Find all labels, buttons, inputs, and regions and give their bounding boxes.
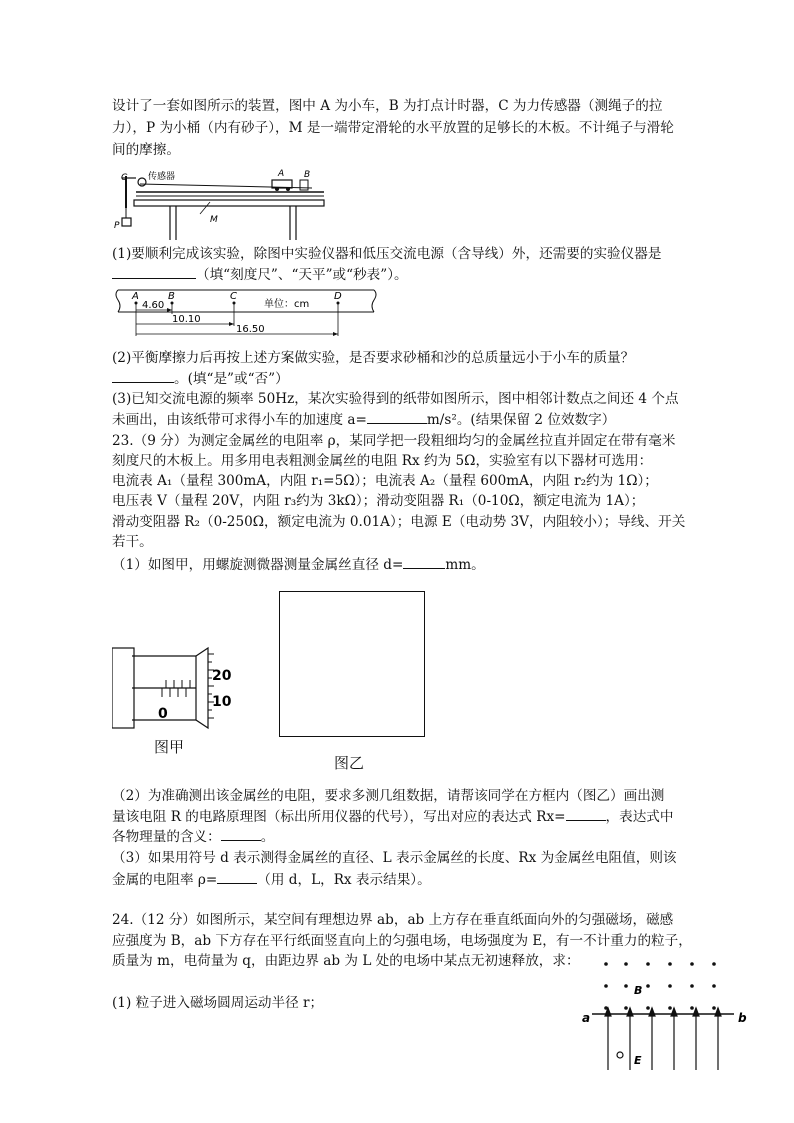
q2-answer-blank[interactable] [112, 368, 174, 383]
q23-part2-line-3 [112, 826, 274, 847]
tape-unit: 单位：cm [264, 299, 310, 310]
q23-part2-line-2 [112, 806, 673, 827]
q23-part1-text-b: mm。 [445, 557, 485, 573]
tape-distance-ab: 4.60 [142, 300, 165, 311]
tape-distance-ad: 16.50 [236, 324, 265, 335]
q24-line-2: 应强度为 B，ab 下方存在平行纸面竖直向上的匀强电场，电场强度为 E，有一不计重力的粒子， [112, 933, 692, 949]
paper-tape-figure [112, 284, 382, 344]
tape-label-a: A [132, 291, 139, 302]
micrometer-scale-0: 0 [158, 706, 168, 722]
apparatus-label-m: M [210, 215, 218, 225]
q23-part2-text-a: 量该电阻 R 的电路原理图（标出所用仪器的代号），写出对应的表达式 Rx= [112, 809, 566, 825]
intro-line-2: 力），P 为小桶（内有砂子），M 是一端带定滑轮的水平放置的足够长的木板。不计绳子与滑轮 [112, 120, 674, 136]
q23-part2-text-d: 。 [260, 829, 275, 845]
q23-part1 [112, 554, 485, 575]
q23-line-3: 电流表 A₁（量程 300mA，内阻 r₁=5Ω）；电流表 A₂（量程 600mA，内阻 r₂约为 1Ω）； [112, 473, 658, 489]
apparatus-label-p: P [114, 221, 120, 231]
apparatus-label-b: B [304, 170, 311, 180]
tape-distance-ac: 10.10 [172, 314, 201, 325]
magnetic-field-dots [604, 962, 716, 1010]
apparatus-label-c: C [121, 173, 128, 183]
q1-line-2 [112, 264, 408, 285]
q23-part2-rx-blank[interactable] [566, 806, 606, 821]
field-label-b: b [738, 1011, 747, 1025]
q23-part1-answer-blank[interactable] [403, 554, 445, 569]
q23-line-5: 滑动变阻器 R₂（0-250Ω，额定电流为 0.01A）；电源 E（电动势 3V，内阻较小）；导线、开关 [112, 514, 686, 530]
q23-part3-text-b: （用 d，L，Rx 表示结果）。 [257, 872, 431, 888]
q23-part2-line-1: （2）为准确测出该金属丝的电阻，要求多测几组数据，请帮该同学在方框内（图乙）画出测 [112, 788, 665, 804]
q23-part2-text-c: 各物理量的含义： [112, 829, 221, 845]
q3-answer-blank[interactable] [367, 409, 427, 424]
q24-line-3: 质量为 m，电荷量为 q，由距边界 ab 为 L 处的电场中某点无初速释放，求： [112, 953, 580, 969]
q3-line-2-text-b: m/s²。(结果保留 2 位效数字） [426, 412, 616, 428]
field-figure [578, 952, 748, 1072]
q23-line-2: 刻度尺的木板上。用多用电表粗测金属丝的电阻 Rx 约为 5Ω，实验室有以下器材可选用： [112, 453, 653, 469]
q23-line-4: 电压表 V（量程 20V，内阻 r₃约为 3kΩ）；滑动变阻器 R₁（0-10Ω，额定电流为 1A）； [112, 493, 645, 509]
q3-line-1: (3)已知交流电源的频率 50Hz，某次实验得到的纸带如图所示，图中相邻计数点之间还 4 个点 [112, 391, 679, 407]
figure-jia-caption: 图甲 [154, 738, 185, 756]
circuit-answer-box[interactable] [279, 591, 425, 737]
q1-line-1: (1)要顺利完成该实验，除图中实验仪器和低压交流电源（含导线）外，还需要的实验仪器是 [112, 246, 662, 262]
field-label-big-b: B [634, 984, 643, 997]
tape-label-d: D [334, 291, 342, 302]
apparatus-label-a: A [278, 169, 285, 179]
q2-line-2 [112, 368, 289, 389]
q24-line-1: 24.（12 分）如图所示，某空间有理想边界 ab，ab 上方存在垂直纸面向外的匀强磁场，磁感 [112, 912, 674, 928]
figure-yi-caption: 图乙 [334, 754, 365, 772]
q23-part3-rho-blank[interactable] [217, 869, 257, 884]
field-label-a: a [582, 1011, 591, 1025]
q1-answer-blank[interactable] [112, 264, 196, 279]
q3-line-2-text-a: 未画出，由该纸带可求得小车的加速度 a= [112, 412, 367, 428]
q23-part3-text-a: 金属的电阻率 ρ= [112, 872, 218, 888]
intro-line-3: 间的摩擦。 [112, 142, 180, 158]
apparatus-figure [112, 166, 340, 240]
q2-line-1: (2)平衡摩擦力后再按上述方案做实验，是否要求砂桶和沙的总质量远小于小车的质量？ [112, 350, 635, 366]
q23-line-6: 若干。 [112, 534, 153, 550]
q24-part1: (1) 粒子进入磁场圆周运动半径 r； [112, 995, 324, 1011]
tape-label-b: B [168, 291, 175, 302]
q2-line-2-text: 。(填“是”或“否”） [174, 371, 289, 387]
q3-line-2 [112, 409, 615, 430]
field-label-e: E [634, 1054, 642, 1067]
q23-part1-text-a: （1）如图甲，用螺旋测微器测量金属丝直径 d= [112, 557, 404, 573]
apparatus-sensor-label: 传感器 [148, 172, 176, 182]
q23-part3-line-2 [112, 869, 431, 890]
micrometer-figure [112, 640, 242, 730]
q23-part2-text-b: ，表达式中 [605, 809, 674, 825]
q23-part2-meaning-blank[interactable] [221, 826, 261, 841]
q1-line-2-text: （填“刻度尺”、“天平”或“秒表”）。 [196, 267, 408, 283]
micrometer-scale-20: 20 [212, 668, 232, 684]
intro-line-1: 设计了一套如图所示的装置，图中 A 为小车，B 为打点计时器，C 为力传感器（测绳子的拉 [112, 98, 663, 114]
q23-line-1: 23.（9 分）为测定金属丝的电阻率 ρ，某同学把一段粗细均匀的金属丝拉直并固定在带有毫米 [112, 433, 676, 449]
q23-part3-line-1: （3）如果用符号 d 表示测得金属丝的直径、L 表示金属丝的长度、Rx 为金属丝电阻值，则该 [112, 850, 677, 866]
tape-label-c: C [230, 291, 237, 302]
micrometer-scale-10: 10 [212, 694, 232, 710]
